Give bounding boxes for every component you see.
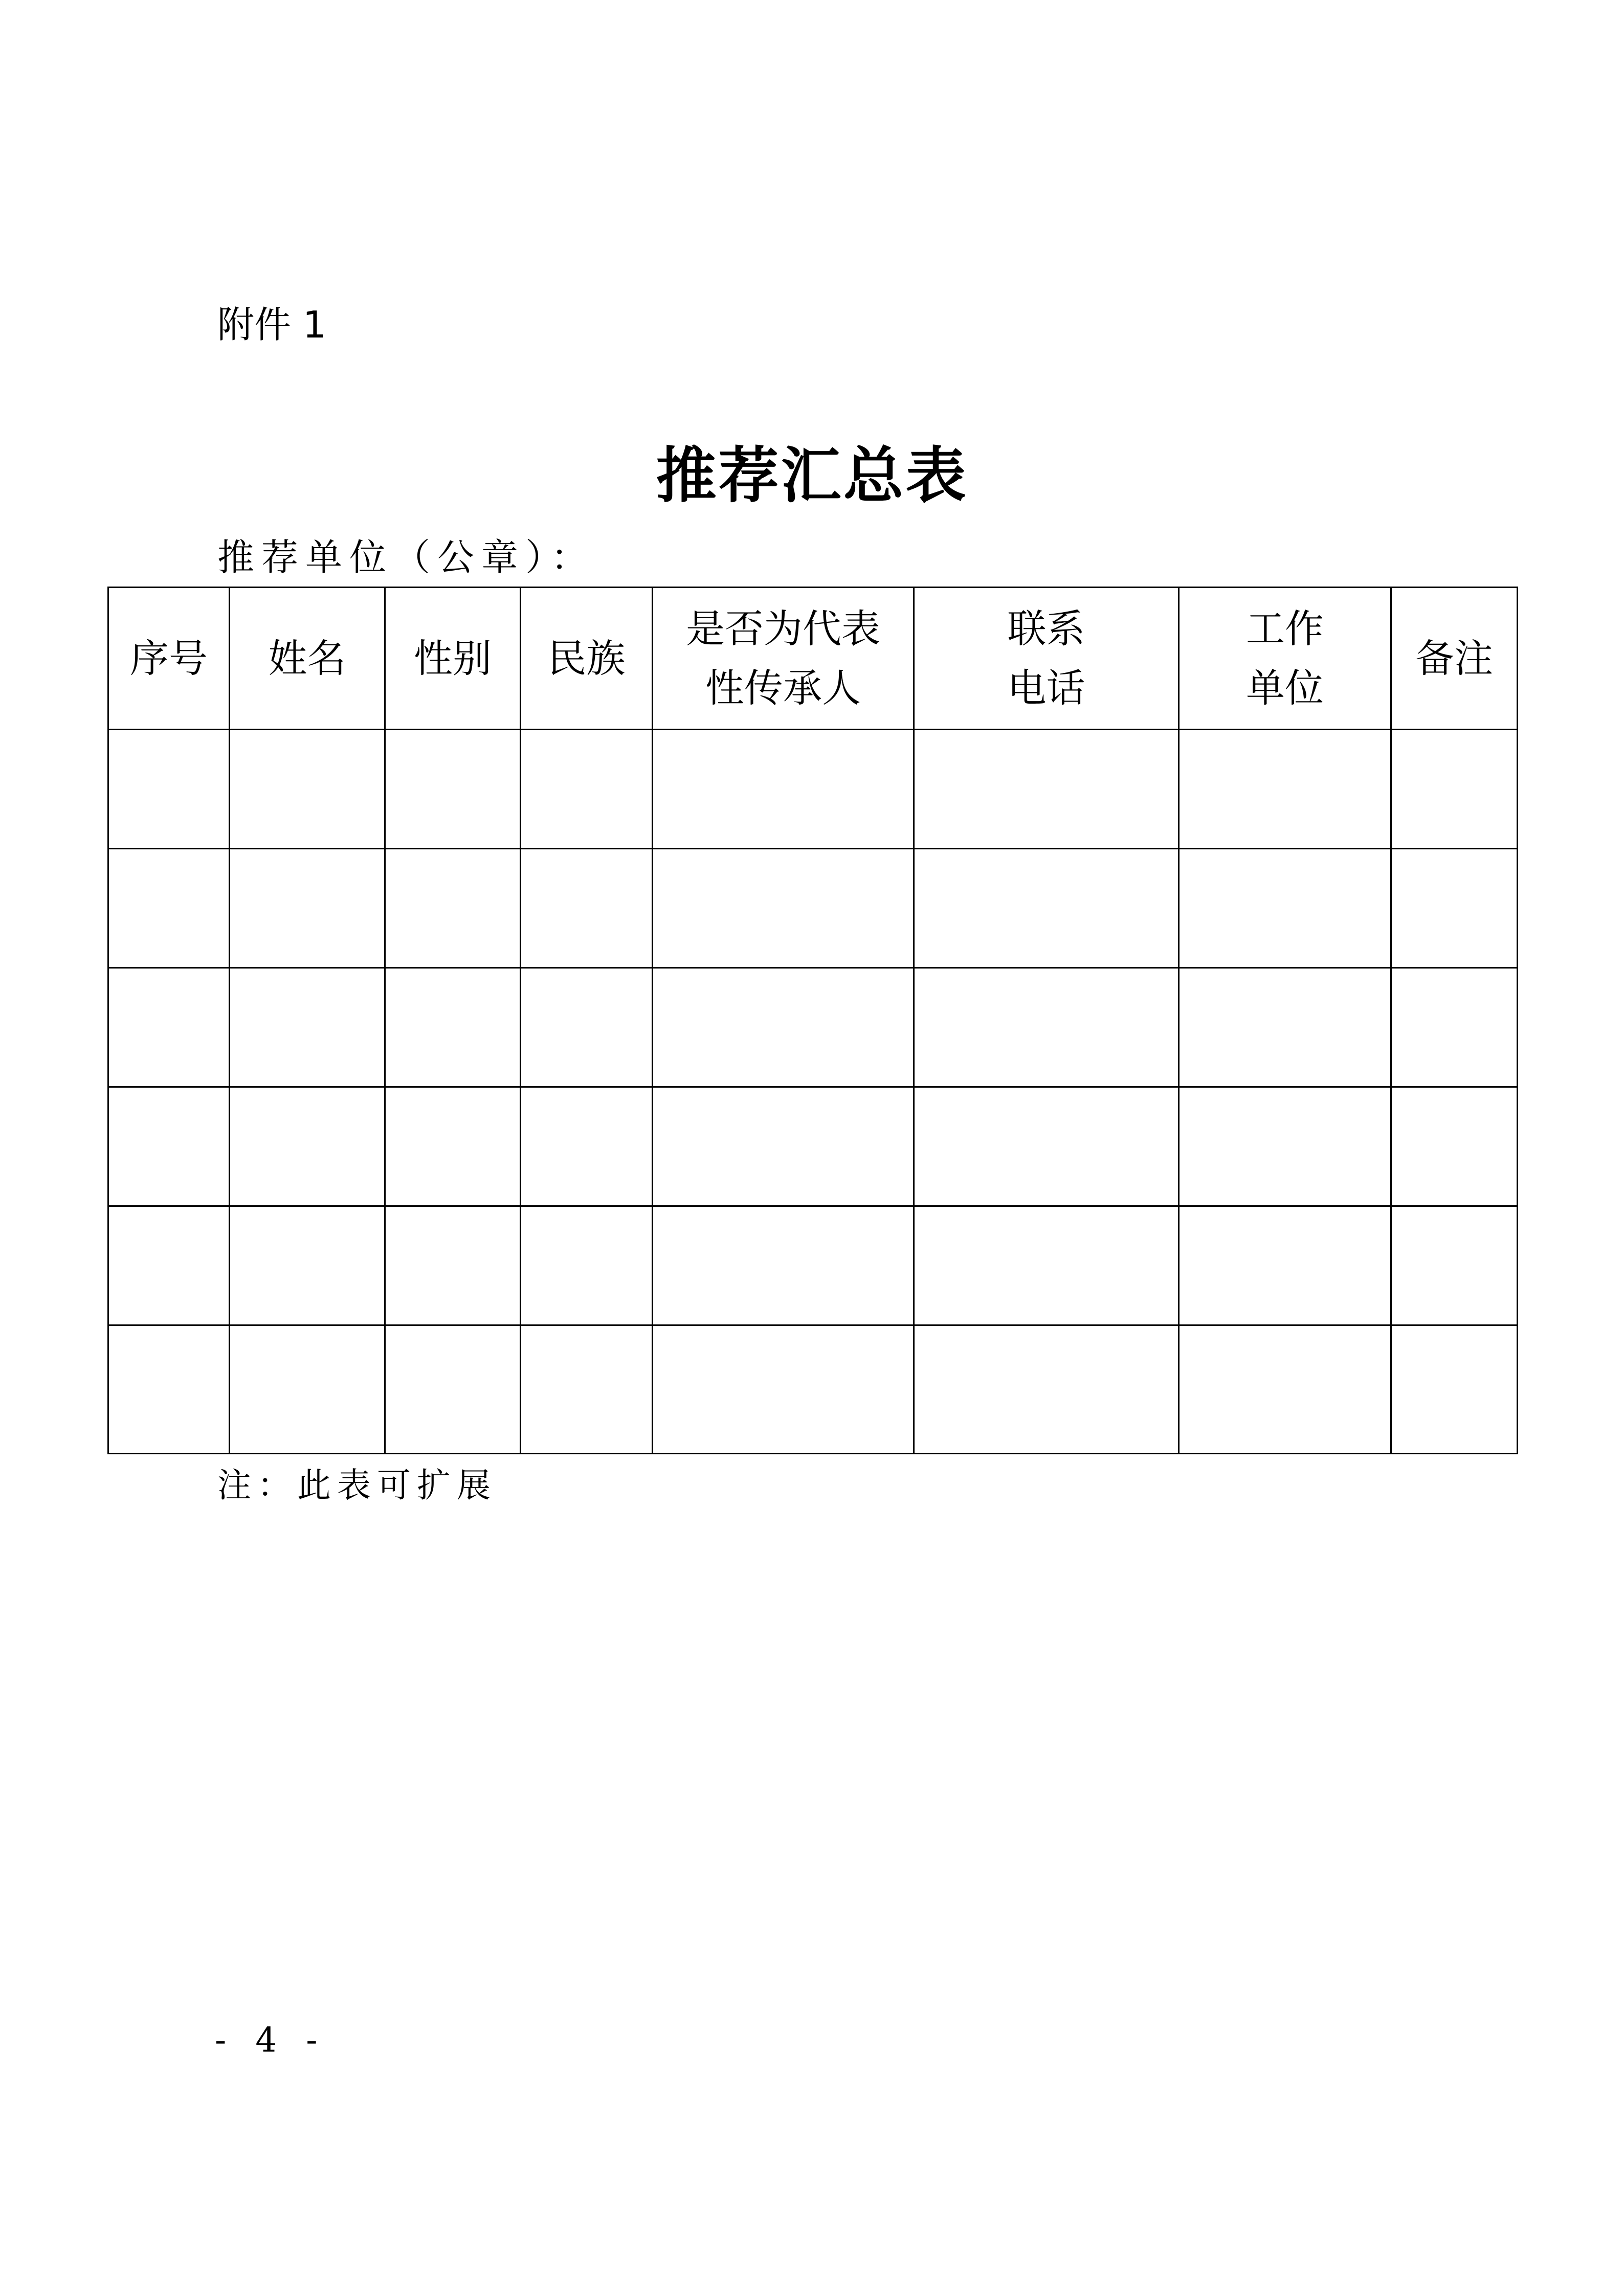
table-cell xyxy=(914,1206,1179,1325)
recommending-unit-label: 推荐单位（公章）： xyxy=(217,536,595,579)
table-cell xyxy=(108,1206,230,1325)
table-cell xyxy=(1391,1087,1518,1206)
header-cell-phone xyxy=(914,588,1179,730)
table-cell xyxy=(1179,730,1391,849)
table-cell xyxy=(521,968,653,1087)
table-cell xyxy=(914,849,1179,968)
header-cell-index xyxy=(108,588,230,730)
header-label-line2: 单位 xyxy=(1246,665,1324,711)
table-cell xyxy=(230,1206,385,1325)
table-cell xyxy=(521,1325,653,1454)
table-cell xyxy=(108,1325,230,1454)
table-row xyxy=(108,1087,1518,1206)
header-label-line1: 工作 xyxy=(1246,605,1324,651)
table-cell xyxy=(653,1325,914,1454)
header-label: 姓名 xyxy=(268,635,346,681)
table-cell xyxy=(230,968,385,1087)
table-cell xyxy=(108,968,230,1087)
header-cell-remarks xyxy=(1391,588,1518,730)
table-cell xyxy=(1391,1325,1518,1454)
table-cell xyxy=(1179,1206,1391,1325)
table-cell xyxy=(1179,968,1391,1087)
table-cell xyxy=(914,968,1179,1087)
summary-table xyxy=(107,587,1518,1454)
header-label-line2: 性传承人 xyxy=(705,665,861,711)
table-cell xyxy=(385,730,521,849)
header-label: 性别 xyxy=(414,635,492,681)
table-cell xyxy=(230,1325,385,1454)
table-cell xyxy=(653,730,914,849)
header-cell-gender xyxy=(385,588,521,730)
attachment-label: 附件 1 xyxy=(217,303,326,346)
table-cell xyxy=(1391,1206,1518,1325)
table-cell xyxy=(230,849,385,968)
header-label: 序号 xyxy=(130,635,208,681)
table-cell xyxy=(1391,730,1518,849)
table-cell xyxy=(914,730,1179,849)
header-label: 民族 xyxy=(547,635,626,681)
table-row xyxy=(108,1206,1518,1325)
table-cell xyxy=(653,1087,914,1206)
table-cell xyxy=(1179,1325,1391,1454)
header-label-line1: 是否为代表 xyxy=(686,605,880,651)
table-cell xyxy=(108,1087,230,1206)
table-header-row xyxy=(108,588,1518,730)
table-cell xyxy=(1391,968,1518,1087)
table-cell xyxy=(230,730,385,849)
table-cell xyxy=(385,968,521,1087)
table-cell xyxy=(1179,1087,1391,1206)
header-cell-representative-inheritor xyxy=(653,588,914,730)
header-label-line2: 电话 xyxy=(1007,665,1085,711)
table-cell xyxy=(385,1206,521,1325)
table-cell xyxy=(108,730,230,849)
header-cell-name xyxy=(230,588,385,730)
table-cell xyxy=(521,849,653,968)
table-cell xyxy=(653,849,914,968)
table-cell xyxy=(108,849,230,968)
table-cell xyxy=(385,1087,521,1206)
table-cell xyxy=(914,1087,1179,1206)
table-cell xyxy=(521,1087,653,1206)
table-cell xyxy=(653,1206,914,1325)
table-cell xyxy=(521,1206,653,1325)
table-row xyxy=(108,849,1518,968)
table-cell xyxy=(914,1325,1179,1454)
page-title: 推荐汇总表 xyxy=(656,440,968,511)
table-cell xyxy=(385,849,521,968)
header-label-line1: 联系 xyxy=(1007,605,1085,651)
table-row xyxy=(108,968,1518,1087)
table-cell xyxy=(521,730,653,849)
table-row xyxy=(108,730,1518,849)
header-label: 备注 xyxy=(1415,635,1493,681)
header-cell-work-unit xyxy=(1179,588,1391,730)
table-cell xyxy=(653,968,914,1087)
table-note: 注：此表可扩展 xyxy=(217,1466,497,1505)
table-cell xyxy=(1179,849,1391,968)
table-cell xyxy=(385,1325,521,1454)
table-row xyxy=(108,1325,1518,1454)
table-cell xyxy=(230,1087,385,1206)
header-cell-ethnicity xyxy=(521,588,653,730)
table-cell xyxy=(1391,849,1518,968)
page-number: - 4 - xyxy=(215,2020,327,2060)
